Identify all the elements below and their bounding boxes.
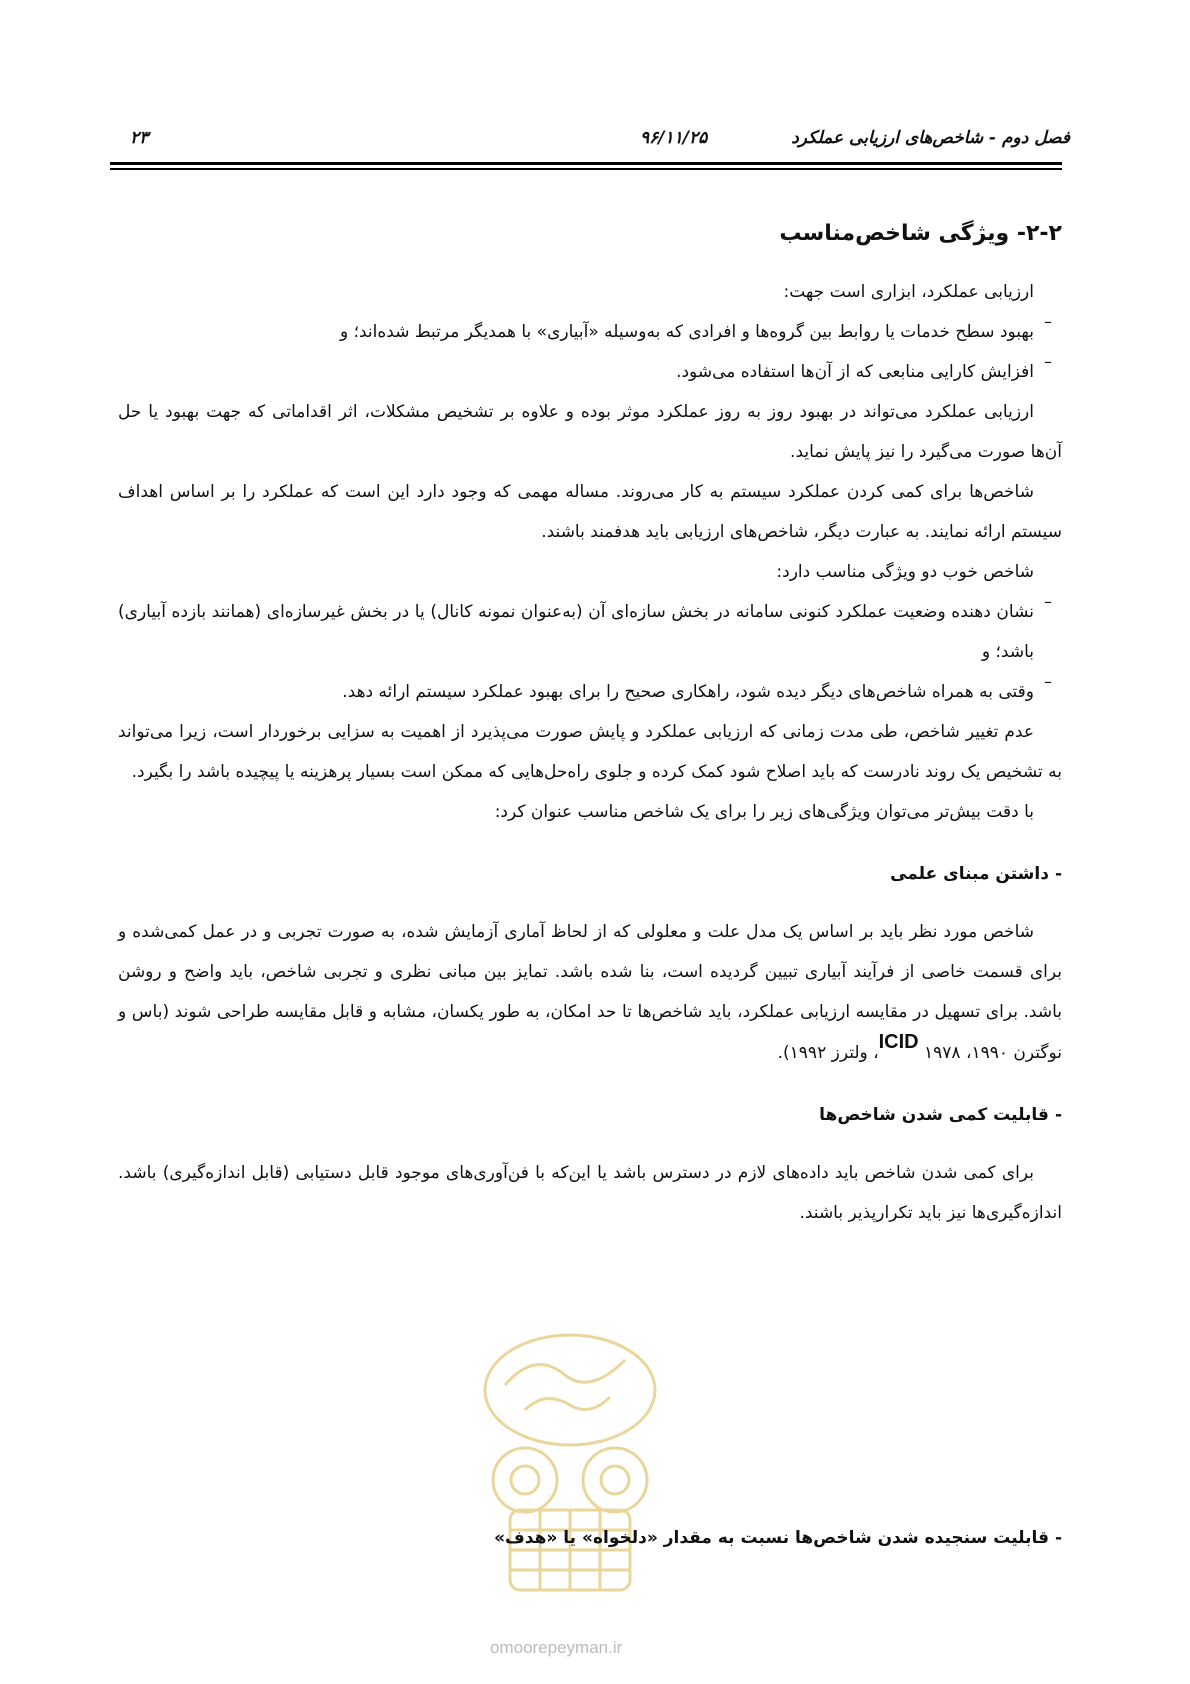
paragraph: شاخص خوب دو ویژگی مناسب دارد:	[776, 562, 1034, 582]
paragraph-text: شاخص مورد نظر باید بر اساس یک مدل علت و معلولی که از لحاظ آماری آزمایش شده، به صورت تجربی و در عمل کمی‌شده و برای قسمت خاصی از فرآیند آبیاری تبیین گردیده است، بنا شده باشد. تمایز بین مبانی نظری و تجربی شاخص، باید واضح و روشن باشد. برای تسهیل در مقایسه ارزیابی عملکرد، باید شاخص‌ها تا حد امکان، به طور یکسان، مشابه و قابل مقایسه طراحی شوند (باس و نوگترن ۱۹۹۰،	[118, 922, 1062, 1063]
paragraph: عدم تغییر شاخص، طی مدت زمانی که ارزیابی عملکرد و پایش صورت می‌پذیرد از اهمیت به سزایی برخوردار است، زیرا می‌تواند به تشخیص یک روند نادرست که باید اصلاح شود کمک کرده و جلوی راه‌حل‌هایی که ممکن است بسیار پرهزینه یا پیچیده باشد را بگیرد.	[118, 722, 1062, 782]
bullet-dash: –	[1044, 592, 1052, 611]
subheading-dash: -	[1054, 1105, 1062, 1125]
list-item-text: نشان دهنده وضعیت عملکرد کنونی سامانه در بخش سازه‌ای آن (به‌عنوان نمونه کانال) یا در بخش غیرسازه‌ای (همانند بازده آبیاری) باشد؛ و	[118, 602, 1034, 662]
header-rule-thin	[110, 168, 1062, 170]
section-heading: ۲-۲- ویژگی شاخص‌مناسب	[779, 221, 1062, 246]
running-header	[110, 128, 1070, 158]
paragraph	[118, 912, 1062, 1073]
paragraph: ارزیابی عملکرد می‌تواند در بهبود روز به روز عملکرد موثر بوده و علاوه بر تشخیص مشکلات، اثر اقداماتی که جهت بهبود یا حل آن‌ها صورت می‌گیرد را نیز پایش نماید.	[118, 402, 1062, 462]
intro-text: ارزیابی عملکرد، ابزاری است جهت:	[783, 282, 1034, 302]
chapter-title: فصل دوم - شاخص‌های ارزیابی عملکرد	[791, 128, 1070, 148]
subheading-measurable	[494, 1528, 1062, 1548]
list-item	[118, 352, 1062, 392]
subheading-dash: -	[1054, 864, 1062, 884]
icid-abbreviation: ICID	[878, 1031, 919, 1053]
list-item-text: افزایش کارایی منابعی که از آن‌ها استفاده می‌شود.	[676, 362, 1034, 382]
bullet-dash: –	[1044, 312, 1052, 331]
watermark-logo-icon	[465, 1330, 675, 1610]
list-item	[118, 312, 1062, 352]
main-content	[118, 218, 1062, 1233]
list-item-text: وقتی به همراه شاخص‌های دیگر دیده شود، راهکاری صحیح را برای بهبود عملکرد سیستم ارائه دهد.	[342, 682, 1034, 702]
list-item	[118, 672, 1062, 712]
paragraph: برای کمی شدن شاخص باید داده‌های لازم در دسترس باشد یا این‌که با فن‌آوری‌های موجود قابل دستیابی (قابل اندازه‌گیری) باشد. اندازه‌گیری‌ها نیز باید تکرارپذیر باشند.	[118, 1163, 1062, 1223]
subheading-text: داشتن مبنای علمی	[890, 864, 1049, 884]
list-item-text: بهبود سطح خدمات یا روابط بین گروه‌ها و افرادی که به‌وسیله «آبیاری» با همدیگر مرتبط شده‌اند؛ و	[339, 322, 1034, 342]
paragraph: شاخص‌ها برای کمی کردن عملکرد سیستم به کار می‌روند. مساله مهمی که وجود دارد این است که عملکرد را بر اساس اهداف سیستم ارائه نمایند. به عبارت دیگر، شاخص‌های ارزیابی باید هدفمند باشند.	[118, 482, 1062, 542]
subheading-scientific-basis	[118, 854, 1062, 894]
paragraph-text: ۱۹۷۸، ولترز ۱۹۹۲).	[777, 1043, 961, 1063]
header-rule-thick	[110, 162, 1062, 165]
subheading-text: قابلیت سنجیده شدن شاخص‌ها نسبت به مقدار «دلخواه» یا «هدف»	[494, 1528, 1050, 1548]
bullet-dash: –	[1044, 352, 1052, 371]
subheading-quantifiable	[118, 1095, 1062, 1135]
bullet-dash: –	[1044, 672, 1052, 691]
watermark-site: omoorepeyman.ir	[490, 1638, 623, 1657]
page-number: ۲۳	[130, 128, 149, 148]
header-date: ۹۶/۱۱/۲۵	[640, 128, 708, 148]
list-item	[118, 592, 1062, 672]
subheading-text: قابلیت کمی شدن شاخص‌ها	[819, 1105, 1049, 1125]
paragraph: با دقت بیش‌تر می‌توان ویژگی‌های زیر را برای یک شاخص مناسب عنوان کرد:	[494, 802, 1034, 822]
subheading-dash: -	[1054, 1528, 1062, 1548]
